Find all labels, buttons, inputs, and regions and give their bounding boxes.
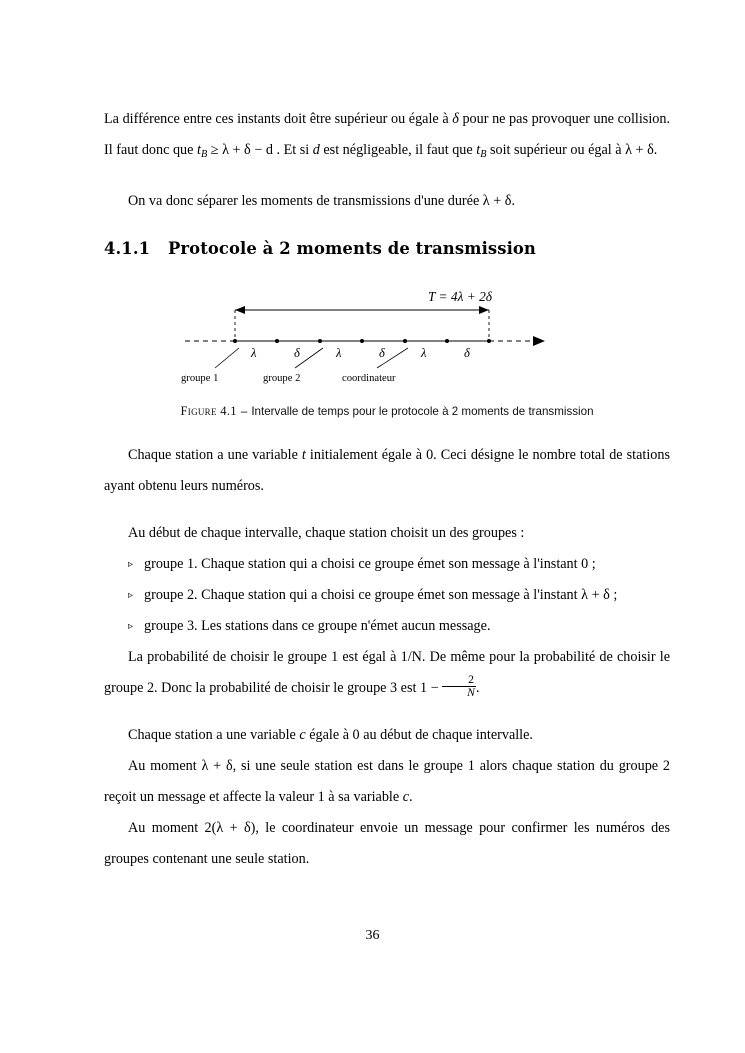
page-number: 36 (365, 928, 380, 943)
paragraph-5-text-a: La probabilité de choisir le groupe 1 est égal à 1/N. De même pour la probabilité de choisir le groupe 2. Donc la probabilité de choisir le groupe 3 est 1 − (104, 648, 670, 696)
paragraph-7-text-a: Au moment λ + δ, si une seule station est dans le groupe 1 alors chaque station du groupe 2 reçoit un message et affecte la valeur 1 à sa variable (104, 757, 670, 805)
paragraph-7-text-b: . (409, 788, 413, 805)
spacer-4 (104, 502, 670, 518)
math-var-c: c (299, 726, 306, 743)
paragraph-6-text-b: égale à 0 au début de chaque intervalle. (305, 726, 533, 743)
triangle-bullet-icon: ▹ (128, 558, 134, 570)
list-item (104, 580, 670, 611)
measure-arrow-left-icon (235, 306, 245, 314)
math-d: d (312, 142, 320, 158)
figure-axis-label-3: δ (379, 345, 385, 360)
axis-tick-6 (487, 339, 491, 343)
figure-axis-label-5: δ (464, 345, 470, 360)
paragraph-4: Au début de chaque intervalle, chaque station choisit un des groupes : (128, 524, 525, 541)
paragraph-1-text-a: La différence entre ces instants doit être supérieur ou égale à (104, 111, 453, 127)
math-inequality: ≥ λ + δ − d (210, 142, 273, 158)
math-delta: δ (452, 111, 459, 127)
list-item (104, 611, 670, 642)
spacer-2 (104, 217, 670, 239)
paragraph-1 (104, 104, 670, 170)
figure-caption-text: Intervalle de temps pour le protocole à 2 moments de transmission (251, 404, 594, 418)
section-number: 4.1.1 (104, 238, 151, 258)
math-lambda-plus-delta: λ + δ (625, 142, 654, 158)
triangle-bullet-icon: ▹ (128, 589, 134, 601)
axis-tick-0 (233, 339, 237, 343)
paragraph-6 (104, 720, 670, 751)
paragraph-1-text-d: est négligeable, il faut que (319, 142, 477, 158)
figure-axis-label-4: λ (421, 345, 427, 360)
axis-arrowhead-icon (533, 336, 545, 346)
math-fraction-denominator: N (467, 686, 475, 700)
paragraph-1-text-b: pour ne pas provoquer une collision. Il faut donc que (104, 111, 670, 158)
figure-caption-label: Figure 4.1 (180, 403, 237, 418)
paragraph-3-text-b: initialement égale à 0. Ceci désigne le nombre total de stations ayant obtenu leurs numéros. (104, 446, 670, 494)
spacer-3 (104, 418, 670, 440)
paragraph-1-text-e: soit supérieur ou égal à (486, 142, 626, 158)
list-item-label: groupe 2. Chaque station qui a choisi ce groupe émet son message à l'instant λ + δ ; (144, 586, 618, 603)
math-var-c-2: c (402, 788, 410, 805)
paragraph-3 (104, 440, 670, 502)
group-pointer-1 (215, 348, 239, 368)
figure-group-label-1: groupe 2 (263, 372, 301, 384)
paragraph-5 (104, 642, 670, 704)
axis-tick-5 (445, 339, 449, 343)
bullet-list (104, 549, 670, 642)
axis-tick-4 (403, 339, 407, 343)
list-item-label: groupe 1. Chaque station qui a choisi ce groupe émet son message à l'instant 0 ; (144, 555, 596, 572)
figure-axis-label-0: λ (251, 345, 257, 360)
math-tb-2: $t_B$ (476, 142, 487, 160)
figure-top-label: T = 4λ + 2δ (427, 288, 493, 304)
math-fraction-numerator: 2 (442, 674, 476, 687)
paragraph-2: On va donc séparer les moments de transmissions d'une durée λ + δ. (128, 192, 515, 209)
paragraph-7 (104, 751, 670, 813)
paragraph-6-text-a: Chaque station a une variable (128, 726, 300, 743)
paragraph-8: Au moment 2(λ + δ), le coordinateur envoie un message pour confirmer les numéros des groupes contenant une seule station. (104, 819, 670, 867)
paragraph-3-text-a: Chaque station a une variable (128, 446, 302, 463)
spacer-5 (104, 704, 670, 720)
figure-axis-label-2: λ (336, 345, 342, 360)
section-title: Protocole à 2 moments de transmission (168, 238, 536, 258)
spacer-1 (104, 170, 670, 186)
figure-caption (104, 404, 670, 419)
paragraph-1-text-c: . Et si (272, 142, 313, 158)
group-pointer-3 (377, 345, 408, 368)
figure-timeline-diagram (177, 286, 597, 396)
list-item-label: groupe 3. Les stations dans ce groupe n'émet aucun message. (144, 617, 491, 634)
figure-4-1 (104, 286, 670, 418)
axis-tick-2 (318, 339, 322, 343)
page-content (104, 104, 670, 875)
paragraph-1-text-f: . (653, 142, 658, 158)
group-pointer-2 (294, 345, 323, 368)
paragraph-5-text-b: . (475, 679, 480, 696)
figure-axis-label-1: δ (294, 345, 300, 360)
math-var-t: t (301, 446, 306, 463)
axis-tick-1 (275, 339, 279, 343)
measure-arrow-right-icon (479, 306, 489, 314)
list-item (104, 549, 670, 580)
figure-caption-dash: – (240, 404, 248, 418)
axis-tick-3 (360, 339, 364, 343)
math-tb: $t_B$ (196, 142, 208, 160)
figure-group-label-2: coordinateur (342, 372, 396, 384)
figure-group-label-0: groupe 1 (181, 372, 219, 384)
section-heading (104, 239, 670, 258)
triangle-bullet-icon: ▹ (128, 620, 134, 632)
math-fraction (442, 674, 476, 699)
